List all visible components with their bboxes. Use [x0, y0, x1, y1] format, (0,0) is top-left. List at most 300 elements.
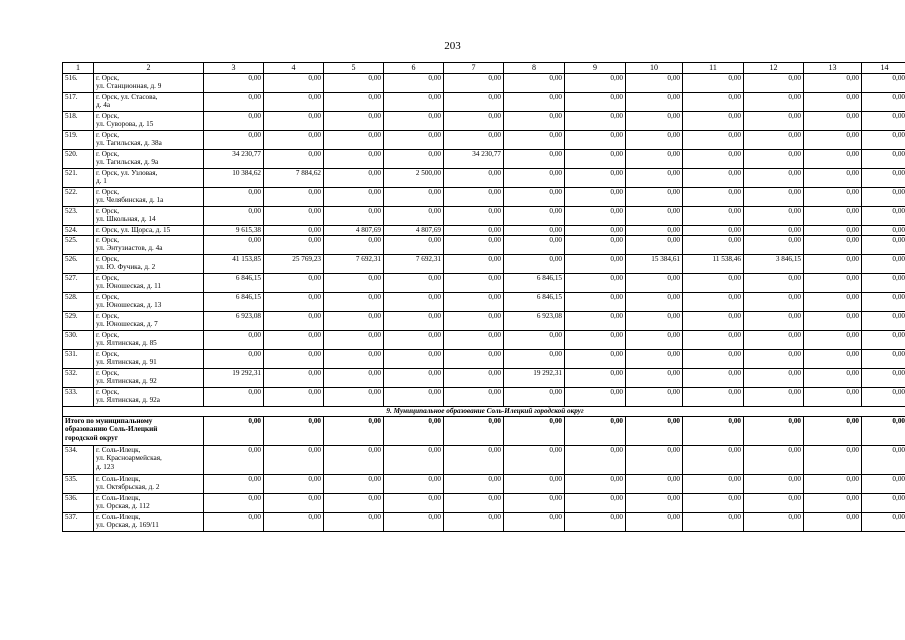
- value-cell: 0,00: [444, 445, 504, 474]
- value-cell: 0,00: [264, 73, 324, 92]
- value-cell: 0,00: [264, 445, 324, 474]
- address-line: г. Орск,: [96, 235, 119, 244]
- value-cell: 0,00: [744, 273, 804, 292]
- header-cell: 7: [444, 63, 504, 74]
- value-cell: 0,00: [744, 187, 804, 206]
- value-cell: 0,00: [204, 130, 264, 149]
- address-cell: [94, 493, 204, 512]
- header-row: [63, 63, 905, 74]
- value-cell: 0,00: [324, 368, 384, 387]
- value-cell: 0,00: [444, 73, 504, 92]
- value-cell: 0,00: [384, 349, 444, 368]
- value-cell: 0,00: [744, 368, 804, 387]
- value-cell: 0,00: [862, 292, 905, 311]
- address-line: г. Орск, ул. Стасова,: [96, 92, 158, 101]
- table-row: [63, 111, 905, 130]
- row-number: 517.: [63, 92, 94, 111]
- header-cell: 3: [204, 63, 264, 74]
- value-cell: 0,00: [565, 206, 626, 225]
- value-cell: 0,00: [626, 168, 683, 187]
- row-number: 533.: [63, 387, 94, 406]
- value-cell: 0,00: [264, 330, 324, 349]
- value-cell: 0,00: [565, 168, 626, 187]
- value-cell: 6 846,15: [504, 292, 565, 311]
- address-line: ул. Тагильская, д. 9а: [96, 158, 159, 167]
- table-row: [63, 73, 905, 92]
- address-line: ул. Ялтинская, д. 91: [96, 358, 157, 367]
- value-cell: 0,00: [804, 387, 862, 406]
- value-cell: 0,00: [504, 330, 565, 349]
- value-cell: 0,00: [626, 368, 683, 387]
- table-row: [63, 474, 905, 493]
- value-cell: 0,00: [804, 206, 862, 225]
- address-line: Итого по муниципальному: [65, 416, 153, 425]
- value-cell: 6 923,08: [504, 311, 565, 330]
- value-cell: 0,00: [804, 311, 862, 330]
- header-cell: 9: [565, 63, 626, 74]
- value-cell: 0,00: [683, 349, 744, 368]
- value-cell: 0,00: [444, 130, 504, 149]
- address-line: ул. Энтузиастов, д. 4а: [96, 244, 163, 253]
- row-number: 529.: [63, 311, 94, 330]
- address-line: д. 1: [96, 177, 107, 186]
- value-cell: 0,00: [744, 168, 804, 187]
- value-cell: 0,00: [565, 330, 626, 349]
- address-line: ул. Ю. Фучика, д. 2: [96, 263, 156, 272]
- value-cell: 0,00: [324, 330, 384, 349]
- value-cell: 0,00: [324, 474, 384, 493]
- total-value: 0,00: [204, 416, 264, 445]
- value-cell: 0,00: [626, 474, 683, 493]
- value-cell: 19 292,31: [504, 368, 565, 387]
- value-cell: 0,00: [744, 349, 804, 368]
- value-cell: 0,00: [683, 273, 744, 292]
- value-cell: 0,00: [862, 130, 905, 149]
- address-line: г. Орск,: [96, 311, 119, 320]
- value-cell: 3 846,15: [744, 254, 804, 273]
- address-line: ул. Тагильская, д. 38а: [96, 139, 162, 148]
- value-cell: 0,00: [384, 311, 444, 330]
- address-line: ул. Челябинская, д. 1а: [96, 196, 164, 205]
- value-cell: 0,00: [862, 206, 905, 225]
- value-cell: 0,00: [444, 349, 504, 368]
- value-cell: 0,00: [504, 512, 565, 531]
- total-value: 0,00: [626, 416, 683, 445]
- table-row: [63, 512, 905, 531]
- value-cell: 0,00: [264, 149, 324, 168]
- value-cell: 0,00: [626, 445, 683, 474]
- value-cell: 0,00: [626, 225, 683, 235]
- table-row: [63, 368, 905, 387]
- address-cell: [94, 273, 204, 292]
- value-cell: 0,00: [324, 187, 384, 206]
- value-cell: 0,00: [204, 235, 264, 254]
- total-value: 0,00: [264, 416, 324, 445]
- value-cell: 0,00: [804, 111, 862, 130]
- address-line: г. Соль-Илецк,: [96, 512, 141, 521]
- value-cell: 0,00: [744, 493, 804, 512]
- value-cell: 0,00: [862, 512, 905, 531]
- value-cell: 0,00: [444, 254, 504, 273]
- table-row: [63, 292, 905, 311]
- address-line: ул. Юношеская, д. 13: [96, 301, 162, 310]
- value-cell: 0,00: [744, 292, 804, 311]
- value-cell: 6 923,08: [204, 311, 264, 330]
- value-cell: 41 153,85: [204, 254, 264, 273]
- value-cell: 0,00: [324, 149, 384, 168]
- value-cell: 0,00: [804, 368, 862, 387]
- value-cell: 0,00: [626, 187, 683, 206]
- value-cell: 19 292,31: [204, 368, 264, 387]
- value-cell: 0,00: [862, 273, 905, 292]
- value-cell: 0,00: [444, 168, 504, 187]
- value-cell: 0,00: [504, 235, 565, 254]
- row-number: 522.: [63, 187, 94, 206]
- value-cell: 0,00: [565, 349, 626, 368]
- address-line: г. Орск,: [96, 273, 119, 282]
- row-number: 527.: [63, 273, 94, 292]
- value-cell: 0,00: [504, 149, 565, 168]
- value-cell: 0,00: [384, 111, 444, 130]
- value-cell: 0,00: [384, 92, 444, 111]
- section-title: 9. Муниципальное образование Соль-Илецкий городской округ: [63, 406, 905, 416]
- address-line: ул. Октябрьская, д. 2: [96, 483, 160, 492]
- value-cell: 0,00: [504, 349, 565, 368]
- value-cell: 0,00: [504, 445, 565, 474]
- value-cell: 0,00: [565, 225, 626, 235]
- value-cell: 0,00: [384, 187, 444, 206]
- value-cell: 0,00: [744, 387, 804, 406]
- value-cell: 0,00: [504, 387, 565, 406]
- address-cell: [94, 73, 204, 92]
- value-cell: 0,00: [324, 111, 384, 130]
- value-cell: 0,00: [683, 292, 744, 311]
- value-cell: 0,00: [384, 493, 444, 512]
- value-cell: 0,00: [565, 368, 626, 387]
- value-cell: 0,00: [384, 387, 444, 406]
- value-cell: 0,00: [862, 445, 905, 474]
- header-cell: 13: [804, 63, 862, 74]
- total-value: 0,00: [384, 416, 444, 445]
- value-cell: 0,00: [804, 73, 862, 92]
- value-cell: 0,00: [804, 292, 862, 311]
- value-cell: 0,00: [565, 445, 626, 474]
- address-cell: [94, 330, 204, 349]
- value-cell: 0,00: [384, 273, 444, 292]
- value-cell: 0,00: [626, 273, 683, 292]
- address-line: г. Орск,: [96, 187, 119, 196]
- value-cell: 0,00: [626, 311, 683, 330]
- header-cell: 5: [324, 63, 384, 74]
- address-cell: [94, 292, 204, 311]
- value-cell: 0,00: [683, 206, 744, 225]
- value-cell: 0,00: [744, 235, 804, 254]
- row-number: 528.: [63, 292, 94, 311]
- table-row: [63, 311, 905, 330]
- value-cell: 0,00: [264, 474, 324, 493]
- value-cell: 0,00: [862, 187, 905, 206]
- value-cell: 0,00: [626, 206, 683, 225]
- value-cell: 15 384,61: [626, 254, 683, 273]
- address-line: ул. Ялтинская, д. 85: [96, 339, 157, 348]
- value-cell: 0,00: [804, 130, 862, 149]
- address-line: г. Соль-Илецк,: [96, 493, 141, 502]
- value-cell: 0,00: [804, 254, 862, 273]
- value-cell: 11 538,46: [683, 254, 744, 273]
- value-cell: 0,00: [744, 445, 804, 474]
- value-cell: 0,00: [804, 149, 862, 168]
- table-row: [63, 493, 905, 512]
- address-cell: [94, 206, 204, 225]
- address-line: ул. Суворова, д. 15: [96, 120, 154, 129]
- row-number: 536.: [63, 493, 94, 512]
- value-cell: 0,00: [504, 254, 565, 273]
- value-cell: 0,00: [444, 92, 504, 111]
- row-number: 532.: [63, 368, 94, 387]
- value-cell: 0,00: [204, 445, 264, 474]
- value-cell: 0,00: [862, 493, 905, 512]
- table-body: [63, 63, 905, 532]
- table-row: [63, 92, 905, 111]
- value-cell: 0,00: [804, 512, 862, 531]
- value-cell: 6 846,15: [204, 292, 264, 311]
- value-cell: 0,00: [444, 235, 504, 254]
- address-line: г. Орск,: [96, 254, 119, 263]
- value-cell: 0,00: [683, 92, 744, 111]
- address-line: д. 123: [96, 462, 115, 471]
- value-cell: 0,00: [264, 387, 324, 406]
- row-number: 521.: [63, 168, 94, 187]
- address-cell: [94, 368, 204, 387]
- row-number: 526.: [63, 254, 94, 273]
- address-cell: [94, 254, 204, 273]
- address-cell: [94, 187, 204, 206]
- value-cell: 0,00: [324, 292, 384, 311]
- page-number: 203: [444, 40, 461, 52]
- address-line: ул. Станционная, д. 9: [96, 82, 162, 91]
- address-cell: [94, 92, 204, 111]
- value-cell: 0,00: [204, 349, 264, 368]
- row-number: 537.: [63, 512, 94, 531]
- value-cell: 0,00: [744, 474, 804, 493]
- address-line: городской округ: [65, 433, 118, 442]
- header-cell: 6: [384, 63, 444, 74]
- value-cell: 0,00: [565, 235, 626, 254]
- value-cell: 2 500,00: [384, 168, 444, 187]
- value-cell: 7 692,31: [384, 254, 444, 273]
- value-cell: 4 807,69: [324, 225, 384, 235]
- value-cell: 0,00: [204, 493, 264, 512]
- value-cell: 0,00: [744, 225, 804, 235]
- value-cell: 0,00: [683, 512, 744, 531]
- value-cell: 0,00: [862, 225, 905, 235]
- value-cell: 0,00: [565, 149, 626, 168]
- value-cell: 0,00: [862, 168, 905, 187]
- value-cell: 0,00: [565, 254, 626, 273]
- address-line: г. Орск,: [96, 73, 119, 82]
- value-cell: 0,00: [626, 330, 683, 349]
- header-cell: 12: [744, 63, 804, 74]
- address-line: ул. Ялтинская, д. 92: [96, 377, 157, 386]
- value-cell: 0,00: [444, 311, 504, 330]
- value-cell: 0,00: [264, 206, 324, 225]
- address-cell: [94, 474, 204, 493]
- address-cell: [94, 512, 204, 531]
- value-cell: 0,00: [384, 235, 444, 254]
- value-cell: 0,00: [264, 235, 324, 254]
- data-table: [62, 62, 905, 532]
- value-cell: 0,00: [264, 512, 324, 531]
- value-cell: 0,00: [324, 311, 384, 330]
- address-line: образованию Соль-Илецкий: [65, 425, 158, 434]
- value-cell: 0,00: [683, 187, 744, 206]
- value-cell: 0,00: [626, 92, 683, 111]
- row-number: 516.: [63, 73, 94, 92]
- value-cell: 0,00: [444, 387, 504, 406]
- value-cell: 0,00: [626, 493, 683, 512]
- address-line: г. Орск,: [96, 111, 119, 120]
- value-cell: 0,00: [324, 73, 384, 92]
- table-row: [63, 149, 905, 168]
- value-cell: 0,00: [862, 149, 905, 168]
- value-cell: 0,00: [384, 368, 444, 387]
- value-cell: 0,00: [384, 512, 444, 531]
- address-cell: [94, 111, 204, 130]
- value-cell: 0,00: [264, 130, 324, 149]
- value-cell: 0,00: [204, 474, 264, 493]
- total-value: 0,00: [324, 416, 384, 445]
- value-cell: 0,00: [384, 206, 444, 225]
- value-cell: 34 230,77: [444, 149, 504, 168]
- row-number: 523.: [63, 206, 94, 225]
- value-cell: 0,00: [504, 225, 565, 235]
- header-cell: 8: [504, 63, 565, 74]
- value-cell: 0,00: [444, 330, 504, 349]
- value-cell: 0,00: [204, 206, 264, 225]
- row-number: 524.: [63, 225, 94, 235]
- table-row: [63, 225, 905, 235]
- value-cell: 0,00: [504, 206, 565, 225]
- header-cell: 1: [63, 63, 94, 74]
- total-value: 0,00: [862, 416, 905, 445]
- header-cell: 10: [626, 63, 683, 74]
- value-cell: 0,00: [626, 512, 683, 531]
- table-row: [63, 130, 905, 149]
- value-cell: 0,00: [384, 292, 444, 311]
- value-cell: 0,00: [626, 235, 683, 254]
- value-cell: 0,00: [384, 149, 444, 168]
- value-cell: 0,00: [683, 111, 744, 130]
- value-cell: 0,00: [264, 311, 324, 330]
- value-cell: 0,00: [204, 512, 264, 531]
- value-cell: 0,00: [626, 387, 683, 406]
- value-cell: 0,00: [683, 73, 744, 92]
- total-value: 0,00: [504, 416, 565, 445]
- header-cell: 4: [264, 63, 324, 74]
- value-cell: 0,00: [744, 512, 804, 531]
- total-value: 0,00: [744, 416, 804, 445]
- value-cell: 0,00: [324, 235, 384, 254]
- value-cell: 0,00: [565, 493, 626, 512]
- value-cell: 0,00: [744, 73, 804, 92]
- value-cell: 10 384,62: [204, 168, 264, 187]
- address-line: ул. Юношеская, д. 7: [96, 320, 158, 329]
- table-row: [63, 254, 905, 273]
- value-cell: 0,00: [384, 445, 444, 474]
- value-cell: 0,00: [804, 168, 862, 187]
- row-number: 520.: [63, 149, 94, 168]
- value-cell: 0,00: [744, 111, 804, 130]
- value-cell: 0,00: [626, 349, 683, 368]
- row-number: 531.: [63, 349, 94, 368]
- address-line: г. Орск, ул. Узловая,: [96, 168, 158, 177]
- table-row: [63, 349, 905, 368]
- value-cell: 0,00: [264, 225, 324, 235]
- value-cell: 0,00: [565, 474, 626, 493]
- value-cell: 0,00: [804, 330, 862, 349]
- value-cell: 0,00: [324, 130, 384, 149]
- value-cell: 6 846,15: [504, 273, 565, 292]
- value-cell: 0,00: [626, 149, 683, 168]
- value-cell: 0,00: [804, 445, 862, 474]
- value-cell: 0,00: [626, 73, 683, 92]
- value-cell: 0,00: [324, 273, 384, 292]
- value-cell: 0,00: [862, 73, 905, 92]
- table-row: [63, 187, 905, 206]
- value-cell: 0,00: [683, 445, 744, 474]
- section-row: [63, 406, 905, 416]
- row-number: 535.: [63, 474, 94, 493]
- value-cell: 0,00: [683, 474, 744, 493]
- value-cell: 0,00: [264, 368, 324, 387]
- address-line: ул. Школьная, д. 14: [96, 215, 156, 224]
- value-cell: 0,00: [324, 493, 384, 512]
- value-cell: 0,00: [862, 254, 905, 273]
- value-cell: 0,00: [444, 368, 504, 387]
- header-cell: 2: [94, 63, 204, 74]
- value-cell: 0,00: [626, 111, 683, 130]
- total-value: 0,00: [565, 416, 626, 445]
- table-row: [63, 387, 905, 406]
- value-cell: 0,00: [264, 349, 324, 368]
- address-line: г. Орск, ул. Щорса, д. 15: [96, 225, 171, 234]
- value-cell: 0,00: [804, 349, 862, 368]
- value-cell: 0,00: [862, 311, 905, 330]
- value-cell: 0,00: [504, 111, 565, 130]
- address-line: ул. Орская, д. 112: [96, 502, 150, 511]
- address-line: г. Орск,: [96, 330, 119, 339]
- value-cell: 0,00: [204, 73, 264, 92]
- value-cell: 0,00: [324, 92, 384, 111]
- value-cell: 0,00: [744, 149, 804, 168]
- address-cell: [94, 235, 204, 254]
- value-cell: 0,00: [444, 292, 504, 311]
- total-value: 0,00: [804, 416, 862, 445]
- value-cell: 0,00: [862, 235, 905, 254]
- value-cell: 0,00: [744, 130, 804, 149]
- value-cell: 0,00: [862, 474, 905, 493]
- value-cell: 6 846,15: [204, 273, 264, 292]
- value-cell: 0,00: [504, 130, 565, 149]
- value-cell: 0,00: [683, 168, 744, 187]
- value-cell: 0,00: [744, 311, 804, 330]
- value-cell: 0,00: [384, 130, 444, 149]
- value-cell: 0,00: [565, 130, 626, 149]
- value-cell: 0,00: [862, 387, 905, 406]
- address-line: ул. Юношеская, д. 11: [96, 282, 162, 291]
- row-number: 534.: [63, 445, 94, 474]
- value-cell: 0,00: [565, 187, 626, 206]
